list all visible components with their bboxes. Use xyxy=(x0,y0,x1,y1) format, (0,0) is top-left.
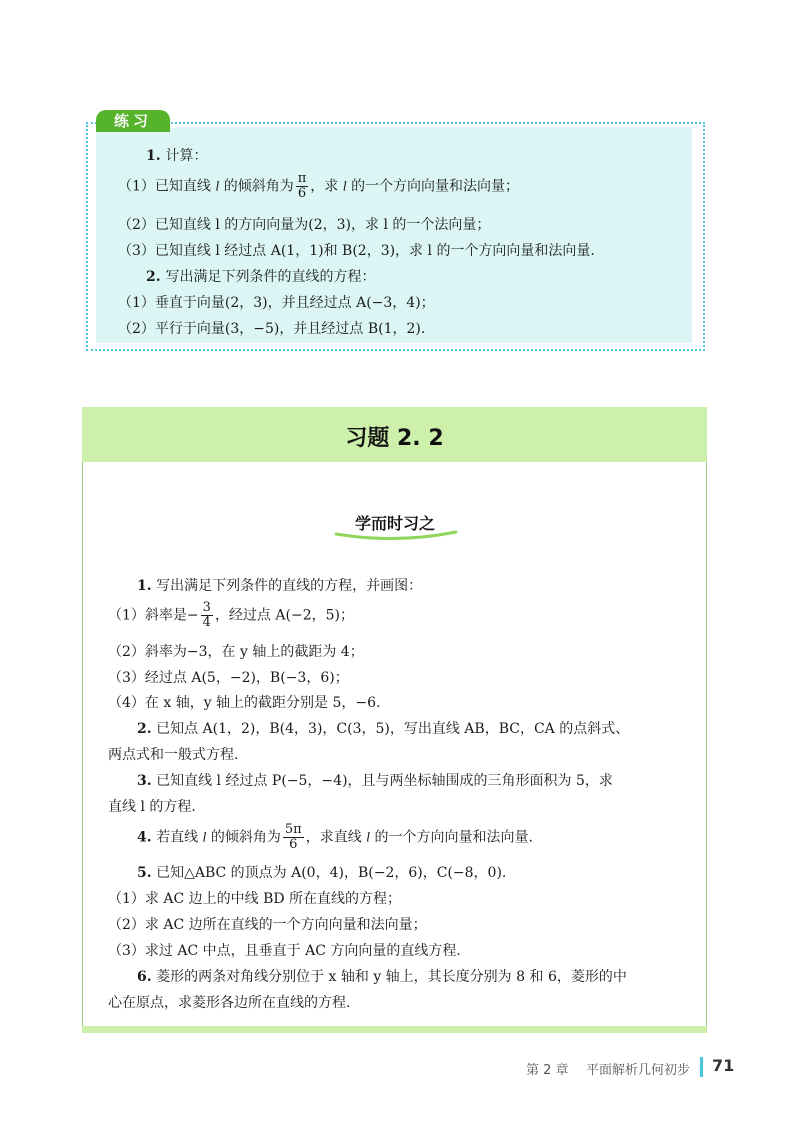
homework-q4: 4. 若直线 l 的倾斜角为 $\frac{5\pi}{6}$ ，求直线 l 的一个方向向量和法向量. xyxy=(137,822,533,852)
subtitle-swoosh-decoration xyxy=(334,530,458,542)
page-number: 71 xyxy=(712,1056,735,1075)
section-subtitle: 学而时习之 xyxy=(354,514,435,533)
exercise-q1-head: 1. 计算： xyxy=(146,148,208,164)
exercise-q2-p1: （1）垂直于向量(2，3)，并且经过点 A(−3，4)； xyxy=(118,295,435,311)
homework-title: 习题 2. 2 xyxy=(345,426,444,451)
exercise-tab: 练习 xyxy=(96,110,170,132)
fraction-pi-over-6: $\frac{\pi}{6}$ xyxy=(297,171,307,201)
homework-q1-p4: （4）在 x 轴，y 轴上的截距分别是 5，−6. xyxy=(108,695,381,711)
footer-chapter-title: 平面解析几何初步 xyxy=(586,1063,691,1078)
homework-q6-line1: 6. 菱形的两条对角线分别位于 x 轴和 y 轴上，其长度分别为 8 和 6，菱形的中 xyxy=(137,969,627,985)
homework-q1-p3: （3）经过点 A(5，−2)，B(−3，6)； xyxy=(108,670,349,686)
exercise-q1-p3: （3）已知直线 l 经过点 A(1，1)和 B(2，3)，求 l 的一个方向向量和法向量. xyxy=(118,243,595,259)
homework-q1-p1: （1）斜率是− $\frac{3}{4}$ ，经过点 A(−2，5)； xyxy=(108,600,354,630)
homework-q5-p3: （3）求过 AC 中点，且垂直于 AC 方向向量的直线方程. xyxy=(108,943,461,959)
exercise-q1-p1: （1）已知直线 l 的倾斜角为 $\frac{\pi}{6}$ ，求 l 的一个方向向量和法向量； xyxy=(118,171,520,201)
exercise-q1-p2: （2）已知直线 l 的方向向量为(2，3)，求 l 的一个法向量； xyxy=(118,217,491,233)
exercise-q2-p2: （2）平行于向量(3，−5)，并且经过点 B(1，2). xyxy=(118,321,426,337)
homework-q1-p2: （2）斜率为−3，在 y 轴上的截距为 4； xyxy=(108,644,364,660)
homework-bottom-bar xyxy=(82,1026,707,1033)
homework-q6-line2: 心在原点，求菱形各边所在直线的方程. xyxy=(108,995,351,1011)
footer-divider xyxy=(700,1057,703,1077)
homework-q5-head: 5. 已知△ABC 的顶点为 A(0，4)，B(−2，6)，C(−8，0). xyxy=(137,865,507,881)
footer-chapter: 第 2 章 xyxy=(526,1063,569,1078)
homework-q2-line1: 2. 已知点 A(1，2)，B(4，3)，C(3，5)，写出直线 AB，BC，CA 的点斜式、 xyxy=(137,721,630,737)
homework-q1-head: 1. 写出满足下列条件的直线的方程，并画图： xyxy=(137,578,423,594)
homework-q3-line1: 3. 已知直线 l 经过点 P(−5，−4)，且与两坐标轴围成的三角形面积为 5，求 xyxy=(137,773,613,789)
fraction-5pi-over-6: $\frac{5\pi}{6}$ xyxy=(284,822,302,852)
homework-q5-p1: （1）求 AC 边上的中线 BD 所在直线的方程； xyxy=(108,891,402,907)
exercise-q2-head: 2. 写出满足下列条件的直线的方程： xyxy=(146,269,376,285)
fraction-three-quarters: $\frac{3}{4}$ xyxy=(202,600,211,630)
homework-q5-p2: （2）求 AC 边所在直线的一个方向向量和法向量； xyxy=(108,917,427,933)
homework-q3-line2: 直线 l 的方程. xyxy=(108,799,196,815)
homework-q2-line2: 两点式和一般式方程. xyxy=(108,747,239,763)
